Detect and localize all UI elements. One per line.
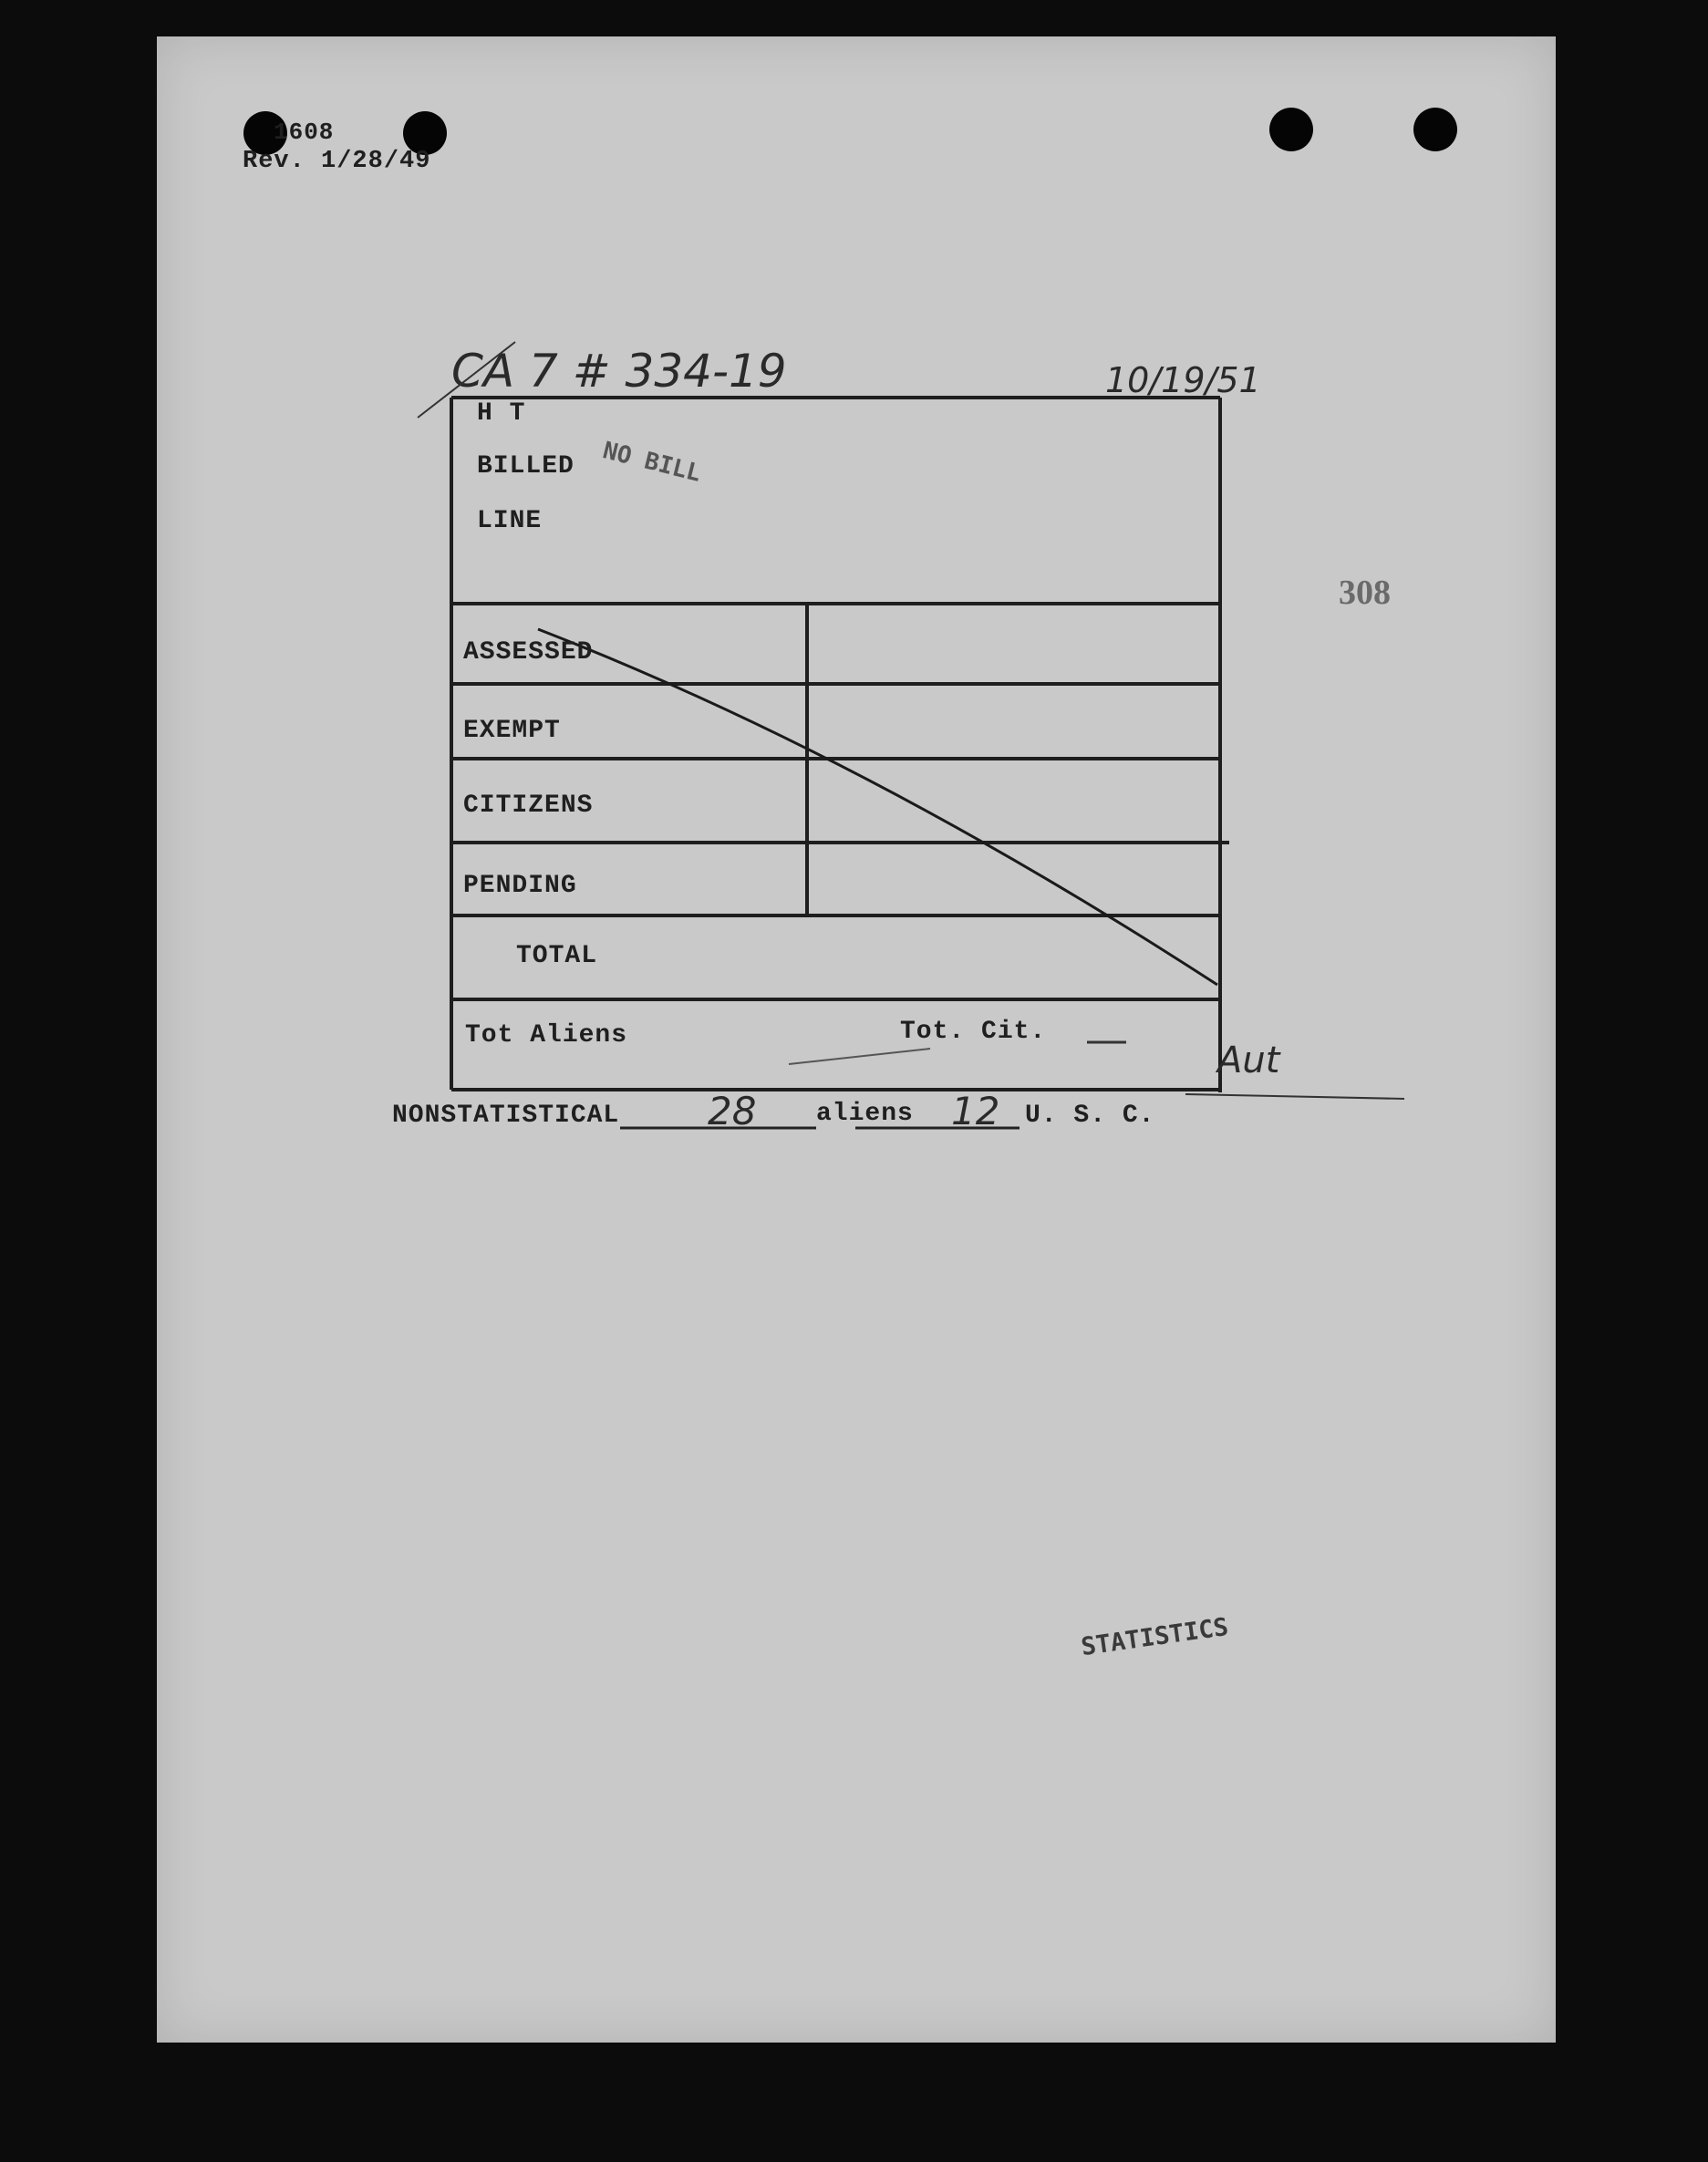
initials-signature: Aut: [1217, 1040, 1280, 1081]
total-citizens-label: Tot. Cit.: [900, 1018, 1047, 1046]
nonstat-label: NONSTATISTICAL: [392, 1102, 620, 1130]
total-citizens-value: [1091, 1025, 1092, 1026]
pencil-mark: [789, 1049, 930, 1064]
row-exempt-label: EXEMPT: [463, 717, 561, 745]
row-assessed-label: ASSESSED: [463, 638, 594, 667]
row-pending-label: PENDING: [463, 872, 577, 900]
no-bill-stamp: NO BILL: [599, 437, 704, 488]
statistics-stamp: STATISTICS: [1079, 1612, 1230, 1662]
form-date: 10/19/51: [1105, 360, 1261, 400]
label-ht: H T: [477, 399, 526, 428]
total-aliens-label: Tot Aliens: [465, 1021, 628, 1050]
signature-underline: [1185, 1094, 1404, 1099]
nonstat-usc-count: 12: [951, 1089, 1000, 1133]
total-label: TOTAL: [516, 942, 598, 970]
nonstat-aliens-count: 28: [708, 1089, 757, 1133]
label-line: LINE: [477, 507, 543, 535]
form-number: 1608: [274, 119, 335, 146]
form-revision: Rev. 1/28/49: [243, 148, 431, 175]
page-number: 308: [1339, 574, 1391, 612]
nonstat-aliens-label: aliens: [816, 1100, 914, 1128]
label-billed: BILLED: [477, 452, 575, 481]
nonstat-usc-label: U. S. C.: [1025, 1102, 1155, 1130]
file-reference: CA 7 # 334-19: [451, 345, 787, 398]
row-citizens-label: CITIZENS: [463, 791, 594, 820]
